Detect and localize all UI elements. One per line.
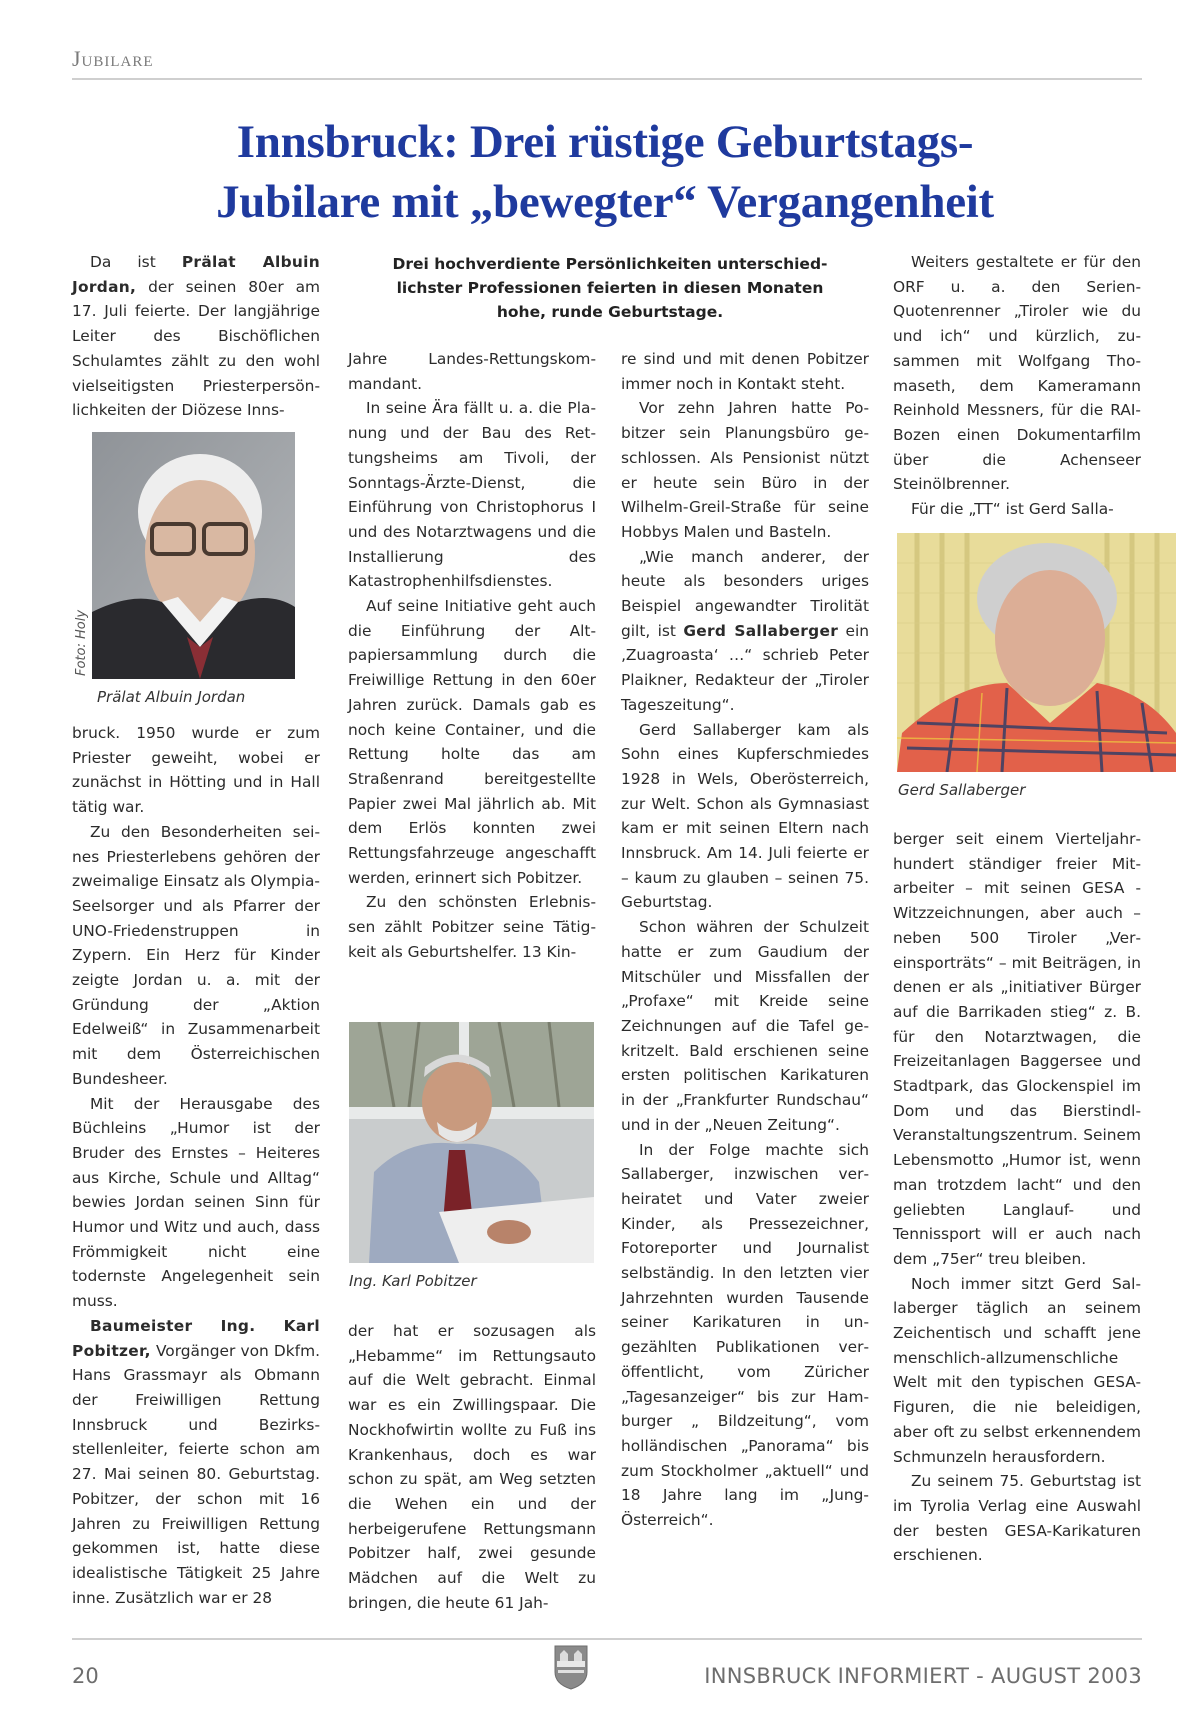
paragraph: Weiters gestaltete er für den ORF u. a. den Serien-Quotenrenner „Tiroler wie du und ich“ und kürzlich, zusammen mit Wolfgang Thomaseth, dem Kameramann Reinhold Messners, für die RAI-Bozen einen Dokumentarfilm über die Achenseer Steinölbrenner. [893,253,1141,494]
paragraph: In seine Ära fällt u. a. die Planung und der Bau des Rettungsheims am Tivoli, der Sonntags-Ärzte-Dienst, die Einführung von Christophorus I und des Notarztwagens und die Installierung des Katastrophenhilfsdienstes. [348,399,596,591]
column-1-top [72,250,320,423]
paragraph: re sind und mit denen Pobitzer immer noch in Kontakt steht. [621,350,869,393]
page-number: 20 [72,1664,99,1688]
article-lead [345,252,875,324]
lead-line-3: hohe, runde Geburtstage. [496,303,724,321]
paragraph: Da ist Prälat Albuin Jordan, der seinen 80er am 17. Juli feierte. Der langjährige Leiter des Bischöflichen Schulamtes zählt zu den wohl vielseitigsten Priesterpersönlichkeiten der Diözese Inns- [72,253,320,420]
paragraph: Jahre Landes-Rettungskommandant. [348,350,596,393]
headline-line-2: Jubilare mit „bewegter“ Vergangenheit [216,176,994,228]
photo-credit: Foto: Holy [74,609,89,676]
portrait-sallaberger-image [897,533,1176,772]
paragraph: Noch immer sitzt Gerd Sallaberger täglich an seinem Zeichentisch und schafft jene menschlich-allzumenschliche Welt mit den typischen GESA-Figuren, die nie beleidigen, aber oft zu selbst erkennendem Schmunzeln herausfordern. [893,1274,1141,1466]
paragraph: Gerd Sallaberger kam als Sohn eines Kupferschmiedes 1928 in Wels, Oberösterreich, zur Welt. Schon als Gymnasiast kam er mit seinen Eltern nach Innsbruck. Am 14. Juli feierte er – kaum zu glauben – seinen 75. Geburtstag. [621,720,869,912]
coat-of-arms-icon [553,1644,589,1690]
caption-jordan: Prälat Albuin Jordan [97,688,246,706]
column-2-top [348,347,596,965]
paragraph: Auf seine Initiative geht auch die Einführung der Altpapiersammlung durch die Freiwillige Rettung in den 60er Jahren zurück. Damals gab es noch keine Container, und die Rettung holte das am Straßenrand bereitgestellte Papier zwei Mal jährlich ab. Mit dem Erlös konnten zwei Rettungsfahrzeuge angeschafft werden, erinnert sich Pobitzer. [348,597,596,887]
paragraph: Schon währen der Schulzeit hatte er zum Gaudium der Mitschüler und Missfallen der „Profaxe“ mit Kreide seine Zeichnungen auf die Tafel gekritzelt. Bald erschienen seine ersten politischen Karikaturen in der „Frankfurter Rundschau“ und in der „Neuen Zeitung“. [621,918,869,1134]
paragraph: Zu den Besonderheiten seines Priesterlebens gehören der zweimalige Einsatz als Olympia-Seelsorger und als Pfarrer der UNO-Friedenstruppen in Zypern. Ein Herz für Kinder zeigte Jordan u. a. mit der Gründung der „Aktion Edelweiß“ in Zusammenarbeit mit dem Österreichischen Bundesheer. [72,822,320,1088]
paragraph: der hat er sozusagen als „Hebamme“ im Rettungsauto auf die Welt gebracht. Einmal war es ein Zwillingspaar. Die Nockhofwirtin wollte zu Fuß ins Krankenhaus, doch es war schon zu spät, am Weg setzten die Wehen ein und der herbeigerufene Rettungsmann Pobitzer half, zwei gesunde Mädchen auf die Welt zu bringen, die heute 61 Jah- [348,1322,596,1612]
portrait-jordan-image [92,432,295,679]
person-name-sallaberger: Gerd Sallaberger [683,621,839,640]
paragraph: bruck. 1950 wurde er zum Priester geweiht, wobei er zunächst in Hötting und in Hall tätig war. [72,724,320,817]
person-name-jordan: Prälat Albuin Jordan, [72,253,320,296]
column-1-bottom [72,721,320,1610]
lead-line-2: lichster Professionen feierten in diesen Monaten [396,279,824,297]
section-label: Jubilare [72,46,154,71]
lead-line-1: Drei hochverdiente Persönlichkeiten unterschied- [392,255,828,273]
top-divider [72,78,1142,80]
portrait-pobitzer-image [349,1022,594,1263]
caption-sallaberger: Gerd Sallaberger [898,781,1026,799]
bottom-divider [72,1638,1142,1640]
photo-jordan [92,432,295,679]
headline-line-1: Innsbruck: Drei rüstige Geburtstags- [236,116,974,168]
paragraph: berger seit einem Vierteljahrhundert ständiger freier Mitarbeiter – mit seinen GESA - Witzzeichnungen, aber auch – neben 500 Tiroler „Vereinsporträts“ – mit Beiträgen, in denen er als „initiativer Bürger auf die Barrikaden stieg“ z. B. für den Notarztwagen, die Freizeitanlagen Baggersee und Stadtpark, das Glockenspiel im Dom und das Bierstindl-Veranstaltungszentrum. Seinem Lebensmotto „Humor ist, wenn man trotzdem lacht“ und den geliebten Langlauf- und Tennissport will er auch nach dem „75er“ treu bleiben. [893,830,1141,1268]
paragraph: „Wie manch anderer, der heute als besonders uriges Beispiel angewandter Tirolität gilt, ist Gerd Sallaberger ein ‚Zuagroasta‘ …“ schrieb Peter Plaikner, Redakteur der „Tiroler Tageszeitung“. [621,547,869,714]
column-3 [621,347,869,1533]
column-4-top [893,250,1141,522]
paragraph: Baumeister Ing. Karl Pobitzer, Vorgänger von Dkfm. Hans Grassmayr als Obmann der Freiwilligen Rettung Innsbruck und Bezirksstellenleiter, feierte schon am 27. Mai seinen 80. Geburtstag. Pobitzer, der schon mit 16 Jahren zu Freiwilligen Rettung gekommen ist, hatte diese idealistische Tätigkeit 25 Jahre inne. Zusätzlich war er 28 [72,1316,320,1607]
photo-pobitzer [349,1022,594,1263]
paragraph: Für die „TT“ ist Gerd Salla- [911,500,1114,519]
publication-title: INNSBRUCK INFORMIERT - AUGUST 2003 [704,1664,1142,1688]
person-name-pobitzer: Baumeister Ing. Karl Pobitzer, [72,1316,320,1360]
photo-sallaberger [897,533,1176,772]
column-4-bottom [893,827,1141,1568]
caption-pobitzer: Ing. Karl Pobitzer [349,1272,477,1290]
column-2-bottom [348,1319,596,1615]
paragraph: Zu den schönsten Erlebnissen zählt Pobitzer seine Tätigkeit als Geburtshelfer. 13 Kin- [348,893,596,961]
article-headline [60,112,1150,232]
paragraph: Zu seinem 75. Geburtstag ist im Tyrolia Verlag eine Auswahl der besten GESA-Karikaturen erschienen. [893,1472,1141,1565]
paragraph: Vor zehn Jahren hatte Pobitzer sein Planungsbüro geschlossen. Als Pensionist nützt er heute sein Büro in der Wilhelm-Greil-Straße für seine Hobbys Malen und Basteln. [621,399,869,541]
paragraph: Mit der Herausgabe des Büchleins „Humor ist der Bruder des Ernstes – Heiteres aus Kirche, Schule und Alltag“ bewies Jordan seinen Sinn für Humor und Witz und auch, dass Frömmigkeit nicht eine todernste Angelegenheit sein muss. [72,1094,320,1311]
paragraph: In der Folge machte sich Sallaberger, inzwischen verheiratet und Vater zweier Kinder, als Pressezeichner, Fotoreporter und Journalist selbständig. In den letzten vier Jahrzehnten wurden Tausende seiner Karikaturen in ungezählten Publikationen veröffentlicht, vom Züricher „Tagesanzeiger“ bis zur Hamburger „ Bildzeitung“, vom holländischen „Panorama“ bis zum Stockholmer „aktuell“ und 18 Jahre lang im „Jung-Österreich“. [621,1140,869,1530]
